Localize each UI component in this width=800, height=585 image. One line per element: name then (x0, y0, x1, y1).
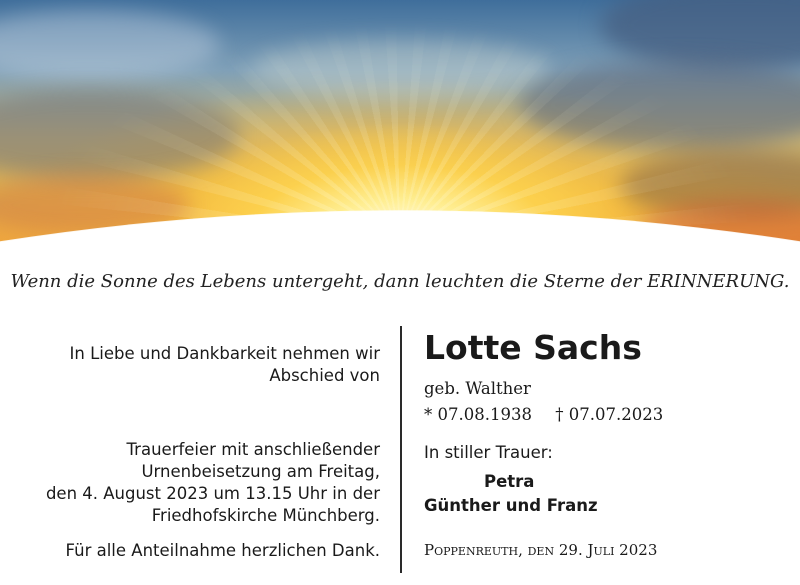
funeral-details-line: den 4. August 2023 um 13.15 Uhr in der (45, 484, 380, 503)
funeral-details-line: Trauerfeier mit anschließender (126, 440, 380, 459)
sunset-sky-image (0, 0, 800, 250)
deceased-name: Lotte Sachs (424, 328, 642, 367)
funeral-details-line: Urnenbeisetzung am Freitag, (141, 462, 380, 481)
funeral-details (20, 439, 380, 527)
place-and-date: Poppenreuth, den 29. Juli 2023 (424, 541, 658, 559)
farewell-intro-line: Abschied von (269, 366, 380, 385)
vertical-divider (400, 326, 402, 573)
mourner-name: Petra (484, 472, 535, 491)
horizon-arc (0, 0, 800, 250)
farewell-intro (40, 343, 380, 387)
thanks-note: Für alle Anteilnahme herzlichen Dank. (65, 541, 380, 560)
life-dates (424, 405, 663, 424)
memorial-quote: Wenn die Sonne des Lebens untergeht, dann leuchten die Sterne der ERINNERUNG. (10, 271, 790, 292)
mourners-label: In stiller Trauer: (424, 443, 553, 462)
funeral-details-line: Friedhofskirche Münchberg. (151, 506, 380, 525)
mourner-name: Günther und Franz (424, 496, 598, 515)
death-date: † 07.07.2023 (555, 405, 664, 424)
maiden-name: geb. Walther (424, 379, 531, 398)
farewell-intro-line: In Liebe und Dankbarkeit nehmen wir (69, 344, 380, 363)
birth-date: * 07.08.1938 (424, 405, 532, 424)
